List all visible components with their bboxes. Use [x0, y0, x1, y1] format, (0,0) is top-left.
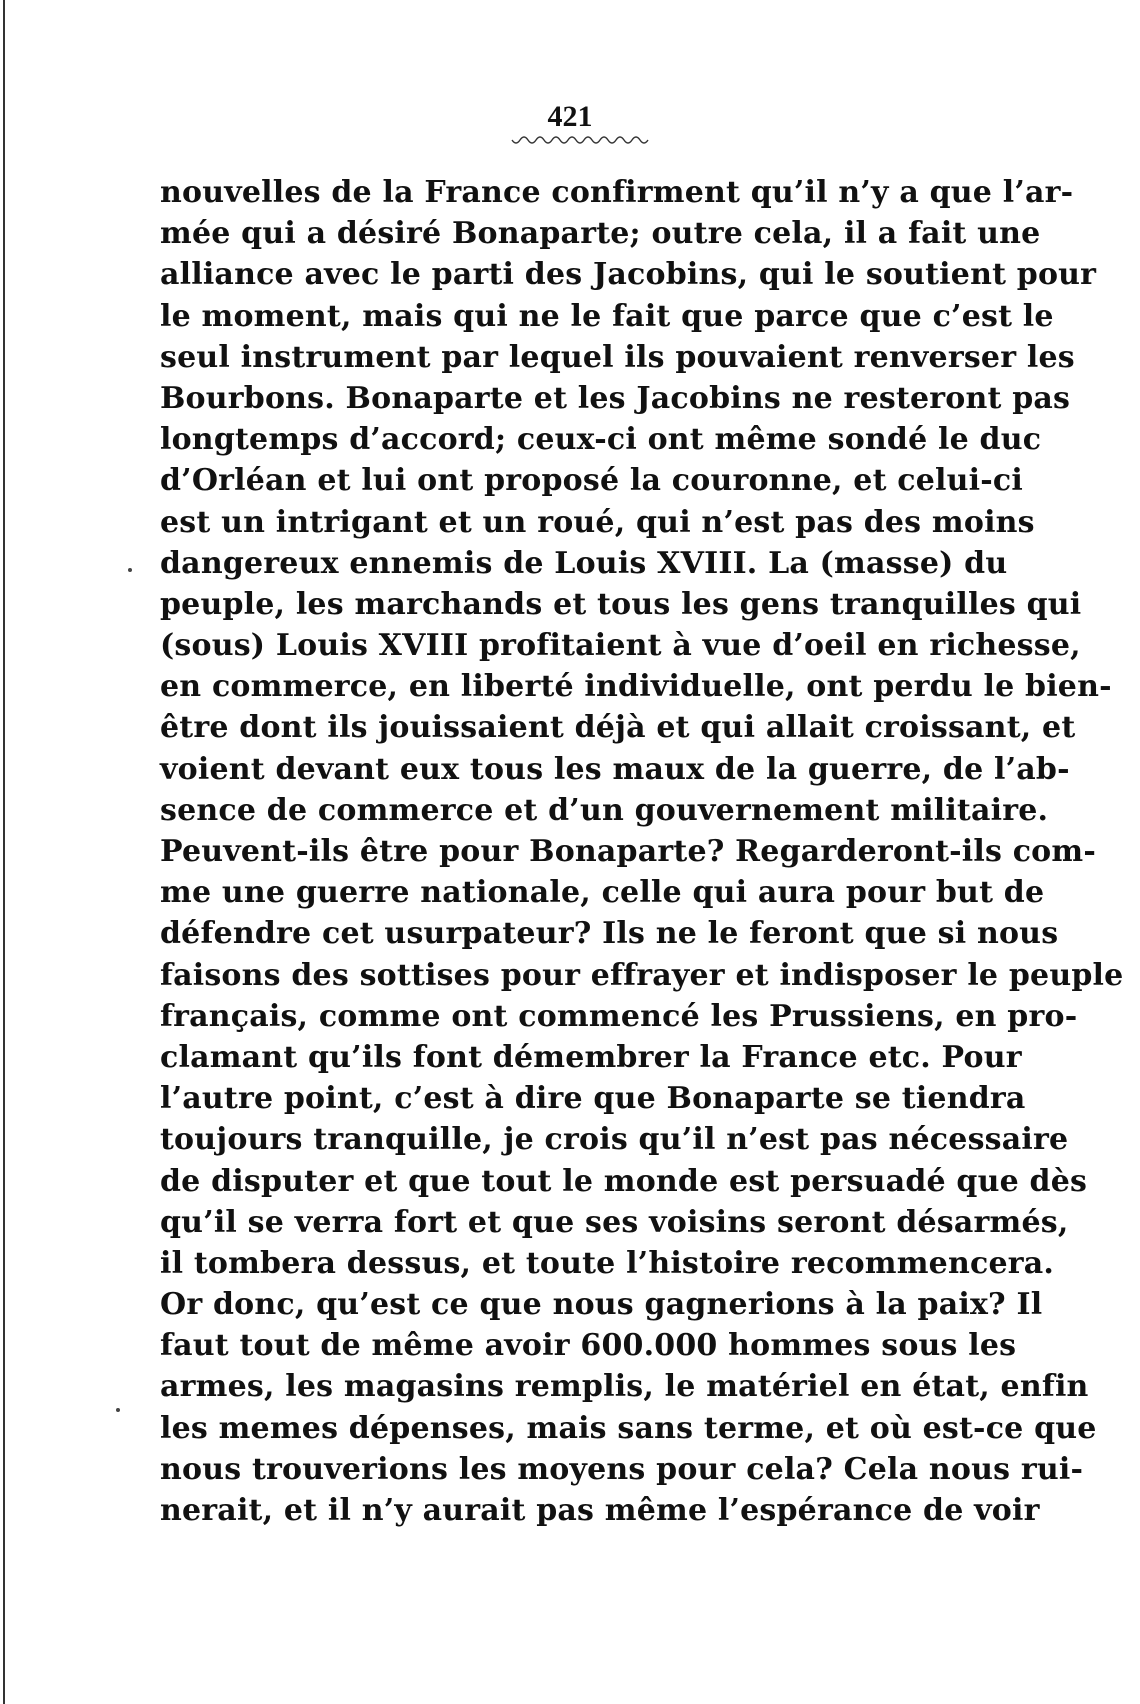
text-line: français, comme ont commencé les Prussiens, en pro-	[160, 998, 1078, 1034]
text-line: qu’il se verra fort et que ses voisins seront désarmés,	[160, 1204, 1069, 1240]
text-line: me une guerre nationale, celle qui aura pour but de	[160, 875, 1045, 911]
text-line: clamant qu’ils font démembrer la France etc. Pour	[160, 1039, 1022, 1075]
text-line: sence de commerce et d’un gouvernement militaire.	[160, 792, 1049, 828]
text-line: nerait, et il n’y aurait pas même l’espérance de voir	[160, 1493, 1040, 1528]
text-line: (sous) Louis XVIII profitaient à vue d’oeil en richesse,	[160, 628, 1081, 664]
text-line: défendre cet usurpateur? Ils ne le feront que si nous	[160, 916, 1059, 952]
page-number: 421	[547, 100, 593, 133]
text-line: en commerce, en liberté individuelle, ont perdu le bien-	[160, 669, 1112, 705]
text-line: toujours tranquille, je crois qu’il n’est pas nécessaire	[160, 1122, 1069, 1158]
text-line: d’Orléan et lui ont proposé la couronne, et celui-ci	[160, 463, 1023, 499]
text-line: alliance avec le parti des Jacobins, qui le soutient pour	[160, 257, 1097, 293]
text-line: armes, les magasins remplis, le matériel en état, enfin	[160, 1369, 1089, 1405]
text-line: faut tout de même avoir 600.000 hommes sous les	[160, 1328, 1017, 1364]
text-line: de disputer et que tout le monde est persuadé que dès	[160, 1163, 1088, 1199]
text-line: Or donc, qu’est ce que nous gagnerions à la paix? Il	[160, 1287, 1043, 1323]
text-line: il tombera dessus, et toute l’histoire recommencera.	[160, 1245, 1055, 1281]
text-line: voient devant eux tous les maux de la guerre, de l’ab-	[160, 751, 1070, 787]
text-line: les memes dépenses, mais sans terme, et où est-ce que	[160, 1410, 1097, 1446]
body-text	[160, 172, 1124, 1531]
text-line: faisons des sottises pour effrayer et indisposer le peuple	[160, 957, 1124, 993]
text-line: Peuvent-ils être pour Bonaparte? Regarderont-ils com-	[160, 834, 1096, 869]
text-line: l’autre point, c’est à dire que Bonaparte se tiendra	[160, 1081, 1026, 1117]
wavy-ornament-icon	[510, 136, 650, 148]
text-line: Bourbons. Bonaparte et les Jacobins ne resteront pas	[160, 380, 1071, 416]
text-line: le moment, mais qui ne le fait que parce que c’est le	[160, 298, 1054, 334]
text-line: peuple, les marchands et tous les gens tranquilles qui	[160, 586, 1082, 622]
print-speck	[128, 568, 132, 572]
page-edge-rule	[3, 0, 5, 1704]
text-line: nous trouverions les moyens pour cela? Cela nous rui-	[160, 1451, 1084, 1487]
text-line: est un intrigant et un roué, qui n’est pas des moins	[160, 504, 1035, 540]
text-line: dangereux ennemis de Louis XVIII. La (masse) du	[160, 545, 1008, 581]
text-line: mée qui a désiré Bonaparte; outre cela, il a fait une	[160, 216, 1041, 252]
text-line: seul instrument par lequel ils pouvaient renverser les	[160, 339, 1075, 375]
print-speck	[116, 1408, 120, 1412]
text-line: longtemps d’accord; ceux-ci ont même sondé le duc	[160, 422, 1042, 458]
text-line: être dont ils jouissaient déjà et qui allait croissant, et	[160, 710, 1076, 746]
text-line: nouvelles de la France confirment qu’il n’y a que l’ar-	[160, 175, 1074, 210]
